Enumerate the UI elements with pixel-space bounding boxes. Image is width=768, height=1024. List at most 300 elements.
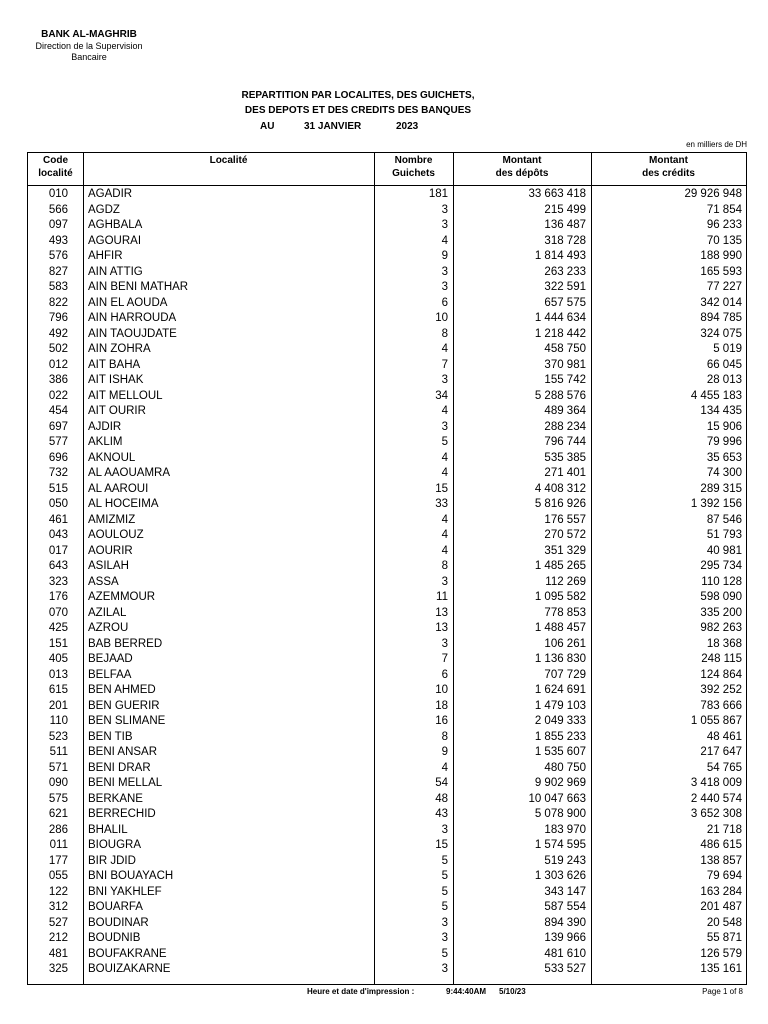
- table-row: [28, 776, 746, 792]
- guichets-cell: 4: [441, 467, 448, 479]
- table-row: [28, 265, 746, 281]
- code-cell: 286: [48, 823, 68, 836]
- credits-cell: 20 548: [706, 916, 742, 929]
- title-line-1: REPARTITION PAR LOCALITES, DES GUICHETS,: [241, 90, 475, 101]
- localite-cell: BENI ANSAR: [88, 746, 158, 758]
- credits-cell: 15 906: [706, 420, 742, 433]
- page-number: Page 1 of 8: [702, 987, 743, 996]
- localite-cell: AIT ISHAK: [88, 374, 144, 386]
- guichets-cell: 43: [435, 808, 448, 820]
- guichets-cell: 3: [441, 823, 448, 836]
- guichets-cell: 181: [428, 188, 448, 200]
- localite-cell: AL HOCEIMA: [88, 498, 159, 510]
- credits-cell: 894 785: [700, 312, 742, 324]
- localite-cell: AGOURAI: [88, 234, 142, 247]
- table-row: [28, 900, 746, 916]
- header-depots: Montant des dépôts: [495, 155, 549, 179]
- depots-cell: 136 487: [544, 219, 586, 231]
- credits-cell: 1 392 156: [690, 498, 742, 510]
- localite-cell: BIOUGRA: [88, 839, 142, 851]
- credits-cell: 29 926 948: [684, 188, 742, 200]
- localite-cell: AL AAOUAMRA: [88, 467, 171, 479]
- guichets-cell: 3: [441, 265, 448, 278]
- credits-cell: 110 128: [701, 575, 742, 588]
- table-row: [28, 962, 746, 978]
- localite-cell: BOUFAKRANE: [88, 947, 167, 960]
- code-cell: 576: [48, 250, 68, 262]
- code-cell: 013: [48, 668, 68, 681]
- table-row: [28, 792, 746, 808]
- code-cell: 643: [48, 560, 68, 572]
- localite-cell: AL AAROUI: [88, 482, 149, 495]
- guichets-cell: 3: [441, 963, 448, 975]
- depots-cell: 322 591: [544, 281, 586, 293]
- table-row: [28, 575, 746, 591]
- depots-cell: 9 902 969: [534, 777, 586, 789]
- credits-cell: 40 981: [706, 544, 742, 557]
- depots-cell: 10 047 663: [528, 792, 586, 805]
- guichets-cell: 34: [435, 389, 448, 402]
- code-cell: 312: [48, 901, 68, 913]
- depots-cell: 2 049 333: [534, 715, 586, 727]
- guichets-cell: 15: [435, 839, 448, 851]
- table-row: [28, 342, 746, 358]
- localite-cell: AOULOUZ: [88, 529, 144, 541]
- code-cell: 493: [48, 234, 68, 247]
- header-guichets: Nombre Guichets: [392, 155, 435, 179]
- code-cell: 097: [48, 219, 68, 231]
- table-row: [28, 389, 746, 405]
- guichets-cell: 54: [435, 777, 448, 789]
- localite-cell: BOUIZAKARNE: [88, 963, 171, 975]
- depots-cell: 271 401: [544, 467, 586, 479]
- code-cell: 571: [48, 761, 68, 774]
- depots-cell: 176 557: [544, 513, 586, 526]
- depots-cell: 533 527: [544, 963, 586, 975]
- localite-cell: AIT MELLOUL: [88, 389, 163, 402]
- table-row: [28, 807, 746, 823]
- table-row: [28, 730, 746, 746]
- credits-cell: 70 135: [706, 234, 742, 247]
- code-cell: 566: [48, 203, 68, 216]
- localite-cell: BOUDINAR: [88, 916, 149, 929]
- localite-cell: BEN TIB: [88, 730, 133, 743]
- localite-cell: AHFIR: [88, 250, 123, 262]
- date-day-month: 31 JANVIER: [304, 121, 362, 132]
- localite-cell: AIN BENI MATHAR: [88, 281, 189, 293]
- guichets-cell: 6: [441, 668, 448, 681]
- depots-cell: 370 981: [544, 358, 586, 371]
- credits-cell: 66 045: [706, 358, 742, 371]
- depots-cell: 458 750: [544, 343, 586, 355]
- guichets-cell: 8: [441, 560, 448, 572]
- print-date: 5/10/23: [499, 987, 526, 996]
- credits-cell: 55 871: [706, 932, 742, 944]
- guichets-cell: 13: [435, 622, 448, 634]
- localite-cell: AGADIR: [88, 188, 133, 200]
- localite-cell: AMIZMIZ: [88, 513, 136, 526]
- code-cell: 110: [49, 715, 68, 727]
- localite-cell: AIT BAHA: [88, 358, 141, 371]
- depots-cell: 587 554: [544, 901, 586, 913]
- depots-cell: 112 269: [545, 575, 586, 588]
- code-cell: 583: [48, 281, 68, 293]
- table-row: [28, 528, 746, 544]
- guichets-cell: 3: [441, 219, 448, 231]
- table-row: [28, 699, 746, 715]
- guichets-cell: 3: [441, 575, 448, 588]
- guichets-cell: 5: [441, 854, 448, 867]
- table-row: [28, 931, 746, 947]
- localite-cell: AZROU: [88, 622, 129, 634]
- table-row: [28, 482, 746, 498]
- bank-name: BANK AL-MAGHRIB: [41, 29, 137, 40]
- localite-cell: AIN HARROUDA: [88, 312, 177, 324]
- code-cell: 615: [48, 684, 68, 696]
- credits-cell: 392 252: [700, 684, 742, 696]
- credits-cell: 124 864: [700, 668, 742, 681]
- title-line-2: DES DEPOTS ET DES CREDITS DES BANQUES: [244, 105, 472, 116]
- code-cell: 796: [48, 312, 68, 324]
- code-cell: 696: [48, 451, 68, 464]
- table-row: [28, 249, 746, 265]
- code-cell: 386: [48, 374, 68, 386]
- table-row: [28, 544, 746, 560]
- table-body: [28, 187, 746, 978]
- table-row: [28, 683, 746, 699]
- code-cell: 122: [48, 885, 68, 898]
- credits-cell: 135 161: [700, 963, 742, 975]
- table-row: [28, 885, 746, 901]
- credits-cell: 4 455 183: [690, 389, 742, 402]
- date-au: AU: [260, 121, 275, 132]
- direction-line-2: Bancaire: [71, 52, 107, 62]
- depots-cell: 894 390: [544, 916, 586, 929]
- table-row: [28, 435, 746, 451]
- credits-cell: 18 368: [706, 637, 742, 650]
- depots-cell: 480 750: [544, 761, 586, 774]
- guichets-cell: 4: [441, 451, 448, 464]
- date-year: 2023: [396, 121, 419, 132]
- table-row: [28, 916, 746, 932]
- localite-cell: BERKANE: [88, 792, 143, 805]
- localite-cell: AIN EL AOUDA: [88, 296, 168, 309]
- code-cell: 577: [48, 436, 68, 448]
- guichets-cell: 5: [441, 947, 448, 960]
- code-cell: 515: [48, 482, 68, 495]
- depots-cell: 519 243: [544, 854, 586, 867]
- header-localite: Localité: [209, 155, 248, 166]
- depots-cell: 707 729: [544, 668, 586, 681]
- guichets-cell: 13: [435, 606, 448, 619]
- code-cell: 827: [48, 265, 68, 278]
- table-row: [28, 668, 746, 684]
- guichets-cell: 4: [441, 343, 448, 355]
- table-row: [28, 513, 746, 529]
- localite-cell: BEN GUERIR: [88, 699, 160, 712]
- guichets-cell: 10: [435, 684, 448, 696]
- guichets-cell: 4: [441, 544, 448, 557]
- credits-cell: 126 579: [700, 947, 742, 960]
- guichets-cell: 7: [441, 653, 448, 665]
- table-row: [28, 404, 746, 420]
- header-credits: Montant des crédits: [642, 155, 695, 179]
- guichets-cell: 5: [441, 885, 448, 898]
- localite-cell: BNI BOUAYACH: [88, 870, 174, 882]
- depots-cell: 318 728: [544, 234, 586, 247]
- table-row: [28, 358, 746, 374]
- depots-cell: 1 488 457: [534, 622, 586, 634]
- localite-cell: BOUARFA: [88, 901, 143, 913]
- depots-cell: 1 855 233: [534, 730, 586, 743]
- table-row: [28, 203, 746, 219]
- credits-cell: 3 418 009: [690, 777, 742, 789]
- localite-cell: AIN TAOUJDATE: [88, 327, 177, 340]
- guichets-cell: 3: [441, 374, 448, 386]
- localite-cell: BEN AHMED: [88, 684, 156, 696]
- depots-cell: 288 234: [544, 420, 586, 433]
- credits-cell: 71 854: [706, 203, 742, 216]
- localite-cell: BENI MELLAL: [88, 777, 163, 789]
- credits-cell: 324 075: [700, 327, 742, 340]
- credits-cell: 165 593: [700, 265, 742, 278]
- table-row: [28, 296, 746, 312]
- credits-cell: 51 793: [706, 529, 742, 541]
- localite-cell: BNI YAKHLEF: [88, 885, 162, 898]
- code-cell: 012: [48, 358, 68, 371]
- credits-cell: 2 440 574: [690, 792, 742, 805]
- guichets-cell: 15: [435, 482, 448, 495]
- credits-cell: 48 461: [706, 730, 742, 743]
- credits-cell: 982 263: [700, 622, 742, 634]
- guichets-cell: 5: [441, 436, 448, 448]
- depots-cell: 1 485 265: [534, 560, 586, 572]
- table-row: [28, 606, 746, 622]
- depots-cell: 1 095 582: [534, 591, 586, 603]
- depots-cell: 5 078 900: [534, 808, 586, 820]
- depots-cell: 351 329: [544, 544, 586, 557]
- localite-cell: AKNOUL: [88, 451, 136, 464]
- credits-cell: 783 666: [700, 699, 742, 712]
- guichets-cell: 33: [435, 498, 448, 510]
- localite-cell: ASSA: [88, 575, 119, 588]
- code-cell: 454: [48, 405, 68, 417]
- credits-cell: 134 435: [700, 405, 742, 417]
- localite-cell: AIN ATTIG: [88, 265, 143, 278]
- localite-cell: AGDZ: [88, 203, 120, 216]
- table-row: [28, 745, 746, 761]
- credits-cell: 248 115: [701, 653, 742, 665]
- guichets-cell: 5: [441, 901, 448, 913]
- depots-cell: 33 663 418: [528, 188, 586, 200]
- credits-cell: 486 615: [700, 839, 742, 851]
- localite-cell: BENI DRAR: [88, 761, 151, 774]
- credits-cell: 21 718: [706, 823, 742, 836]
- code-cell: 323: [48, 575, 68, 588]
- table-row: [28, 420, 746, 436]
- guichets-cell: 3: [441, 203, 448, 216]
- code-cell: 575: [48, 792, 68, 805]
- credits-cell: 96 233: [706, 219, 742, 231]
- guichets-cell: 3: [441, 932, 448, 944]
- depots-cell: 481 610: [544, 947, 586, 960]
- report-title: [0, 88, 716, 118]
- table-row: [28, 838, 746, 854]
- credits-cell: 335 200: [700, 606, 742, 619]
- credits-cell: 201 487: [700, 901, 742, 913]
- localite-cell: AIN ZOHRA: [88, 343, 151, 355]
- guichets-cell: 9: [441, 250, 448, 262]
- table-row: [28, 234, 746, 250]
- depots-cell: 5 816 926: [534, 498, 586, 510]
- localite-cell: ASILAH: [88, 560, 129, 572]
- depots-cell: 657 575: [544, 296, 586, 309]
- credits-cell: 188 990: [700, 250, 742, 262]
- credits-cell: 54 765: [706, 761, 742, 774]
- depots-cell: 1 479 103: [534, 699, 586, 712]
- code-cell: 177: [48, 854, 68, 867]
- depots-cell: 4 408 312: [534, 482, 586, 495]
- localite-cell: BELFAA: [88, 668, 132, 681]
- guichets-cell: 8: [441, 327, 448, 340]
- depots-cell: 106 261: [544, 637, 586, 650]
- code-cell: 050: [48, 498, 68, 510]
- depots-cell: 263 233: [544, 265, 586, 278]
- credits-cell: 87 546: [706, 513, 742, 526]
- guichets-cell: 11: [436, 591, 448, 603]
- code-cell: 425: [48, 622, 68, 634]
- guichets-cell: 3: [441, 281, 448, 293]
- code-cell: 461: [48, 513, 68, 526]
- credits-cell: 3 652 308: [690, 808, 742, 820]
- table-row: [28, 327, 746, 343]
- code-cell: 043: [48, 529, 68, 541]
- localite-cell: AOURIR: [88, 544, 133, 557]
- localite-cell: BOUDNIB: [88, 932, 141, 944]
- credits-cell: 1 055 867: [690, 715, 742, 727]
- code-cell: 732: [48, 467, 68, 479]
- table-row: [28, 218, 746, 234]
- code-cell: 201: [48, 699, 68, 712]
- credits-cell: 28 013: [706, 374, 742, 386]
- table-row: [28, 497, 746, 513]
- depots-cell: 1 814 493: [534, 250, 586, 262]
- depots-cell: 5 288 576: [534, 389, 586, 402]
- credits-cell: 295 734: [700, 560, 742, 572]
- table-row: [28, 559, 746, 575]
- depots-cell: 535 385: [544, 451, 586, 464]
- table-row: [28, 466, 746, 482]
- code-cell: 022: [48, 389, 68, 402]
- table-row: [28, 621, 746, 637]
- guichets-cell: 16: [435, 715, 448, 727]
- localite-cell: AJDIR: [88, 420, 122, 433]
- depots-cell: 1 624 691: [534, 684, 586, 696]
- guichets-cell: 4: [441, 529, 448, 541]
- table-row: [28, 854, 746, 870]
- guichets-cell: 48: [435, 792, 448, 805]
- guichets-cell: 3: [441, 637, 448, 650]
- bank-header: [34, 29, 144, 63]
- depots-cell: 1 218 442: [534, 327, 586, 340]
- credits-cell: 35 653: [706, 451, 742, 464]
- localite-cell: BAB BERRED: [88, 637, 163, 650]
- unit-note: en milliers de DH: [686, 140, 747, 149]
- depots-cell: 1 574 595: [534, 839, 586, 851]
- localite-cell: BEN SLIMANE: [88, 715, 166, 727]
- table-row: [28, 187, 746, 203]
- depots-cell: 155 742: [544, 374, 586, 386]
- table-row: [28, 652, 746, 668]
- table-row: [28, 311, 746, 327]
- credits-cell: 289 315: [700, 482, 742, 495]
- localite-cell: AIT OURIR: [88, 405, 146, 417]
- depots-cell: 139 966: [544, 932, 586, 944]
- localite-cell: BIR JDID: [88, 854, 136, 867]
- localite-cell: BERRECHID: [88, 808, 156, 820]
- guichets-cell: 18: [435, 699, 448, 712]
- credits-cell: 74 300: [706, 467, 742, 479]
- guichets-cell: 9: [441, 746, 448, 758]
- print-time: 9:44:40AM: [446, 987, 487, 996]
- code-cell: 017: [48, 544, 68, 557]
- credits-cell: 77 227: [706, 281, 742, 293]
- table-row: [28, 373, 746, 389]
- code-cell: 697: [48, 420, 68, 433]
- guichets-cell: 7: [441, 358, 448, 371]
- code-cell: 070: [48, 606, 68, 619]
- code-cell: 011: [49, 839, 68, 851]
- code-cell: 055: [48, 870, 68, 882]
- guichets-cell: 8: [441, 730, 448, 743]
- code-cell: 621: [48, 808, 68, 820]
- table-row: [28, 869, 746, 885]
- table-row: [28, 714, 746, 730]
- guichets-cell: 5: [441, 870, 448, 882]
- depots-cell: 796 744: [544, 436, 586, 448]
- table-row: [28, 761, 746, 777]
- depots-cell: 1 303 626: [534, 870, 586, 882]
- depots-cell: 1 535 607: [534, 746, 586, 758]
- table-row: [28, 947, 746, 963]
- table-row: [28, 637, 746, 653]
- code-cell: 010: [48, 188, 68, 200]
- code-cell: 527: [48, 916, 68, 929]
- depots-cell: 778 853: [544, 606, 586, 619]
- localite-cell: AKLIM: [88, 436, 123, 448]
- guichets-cell: 4: [441, 513, 448, 526]
- code-cell: 511: [49, 746, 68, 758]
- header-code: Code localité: [38, 155, 73, 179]
- credits-cell: 79 694: [706, 870, 742, 882]
- code-cell: 502: [48, 343, 68, 355]
- credits-cell: 342 014: [700, 296, 742, 309]
- table-row: [28, 590, 746, 606]
- guichets-cell: 4: [441, 234, 448, 247]
- guichets-cell: 4: [441, 761, 448, 774]
- code-cell: 212: [48, 932, 68, 944]
- code-cell: 405: [48, 653, 68, 665]
- credits-cell: 5 019: [713, 343, 742, 355]
- credits-cell: 163 284: [700, 885, 742, 898]
- credits-cell: 79 996: [706, 436, 742, 448]
- credits-cell: 598 090: [700, 591, 742, 603]
- direction-line-1: Direction de la Supervision: [35, 41, 143, 51]
- localite-cell: AGHBALA: [88, 219, 143, 231]
- code-cell: 523: [48, 730, 68, 743]
- print-label: Heure et date d'impression :: [307, 987, 415, 996]
- localite-cell: AZILAL: [88, 606, 127, 619]
